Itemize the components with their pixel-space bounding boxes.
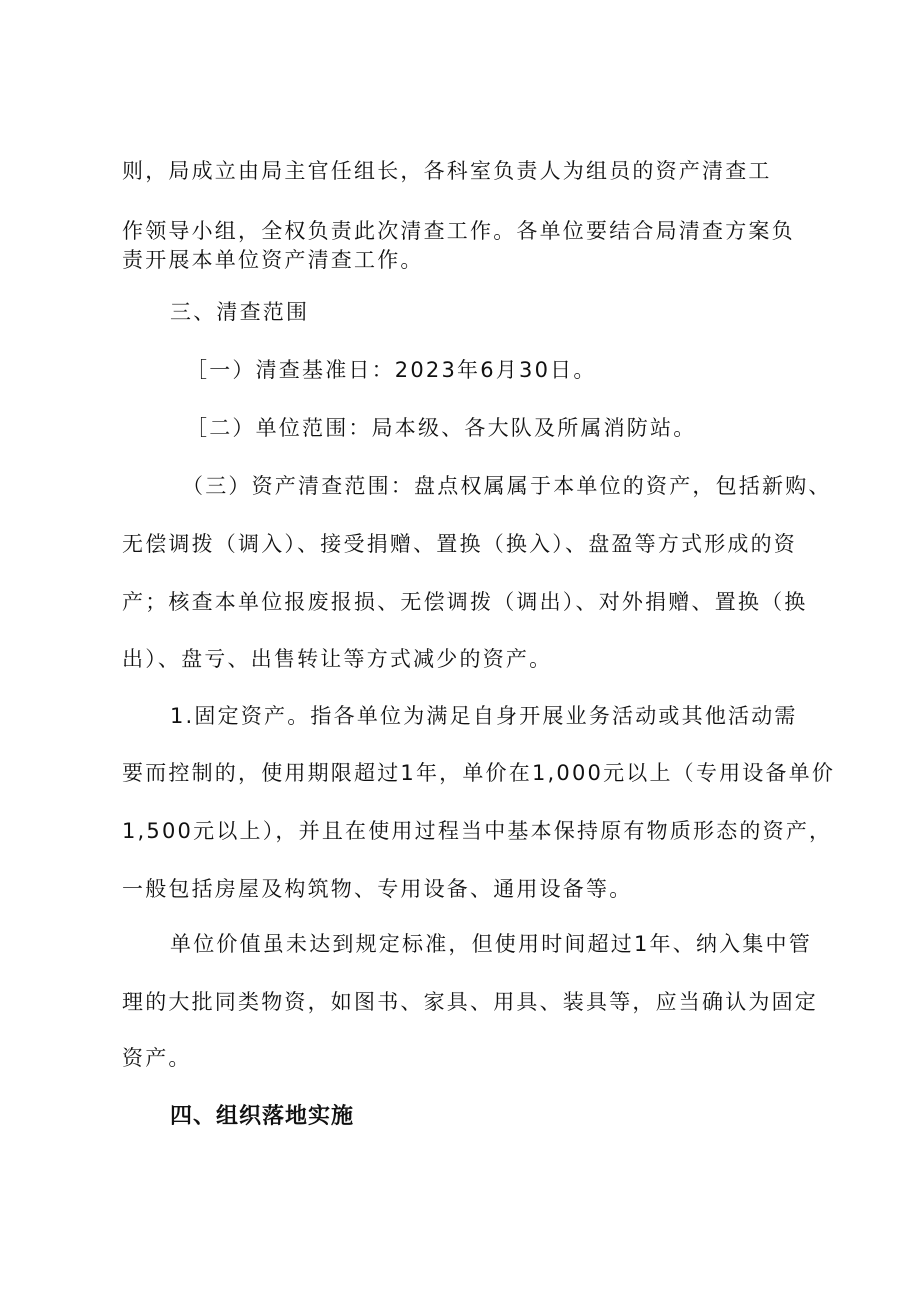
paragraph-line: 1.固定资产。指各单位为满足自身开展业务活动或其他活动需 (170, 704, 798, 728)
paragraph-line: 则，局成立由局主官任组长，各科室负责人为组员的资产清查工 (122, 159, 772, 183)
paragraph-line: ［一）清查基准日：2023年6月30日。 (186, 358, 597, 382)
paragraph-line: 产；核查本单位报废报损、无偿调拨（调出）、对外捐赠、置换（换 (122, 590, 808, 614)
paragraph-line: （三）资产清查范围：盘点权属属于本单位的资产，包括新购、 (182, 474, 832, 498)
paragraph-line: 作领导小组，全权负责此次清查工作。各单位要结合局清查方案负 (122, 219, 795, 243)
paragraph-line: 理的大批同类物资，如图书、家具、用具、装具等，应当确认为固定 (122, 990, 818, 1014)
paragraph-line: 1,500元以上），并且在使用过程当中基本保持原有物质形态的资产， (122, 819, 833, 843)
paragraph-line: ［二）单位范围：局本级、各大队及所属消防站。 (186, 416, 697, 440)
paragraph-line: 要而控制的，使用期限超过1年，单价在1,000元以上（专用设备单价 (122, 761, 836, 785)
section-heading: 四、组织落地实施 (170, 1104, 355, 1129)
paragraph-line: 责开展本单位资产清查工作。 (122, 248, 424, 272)
paragraph-line: 一般包括房屋及构筑物、专用设备、通用设备等。 (122, 877, 633, 901)
paragraph-line: 资产。 (122, 1046, 192, 1070)
paragraph-line: 出）、盘亏、出售转让等方式减少的资产。 (122, 647, 553, 671)
paragraph-line: 单位价值虽未达到规定标准，但使用时间超过1年、纳入集中管 (170, 932, 812, 956)
section-title: 三、清查范围 (170, 300, 310, 324)
paragraph-line: 无偿调拨（调入）、接受捐赠、置换（换入）、盘盈等方式形成的资 (122, 532, 797, 556)
